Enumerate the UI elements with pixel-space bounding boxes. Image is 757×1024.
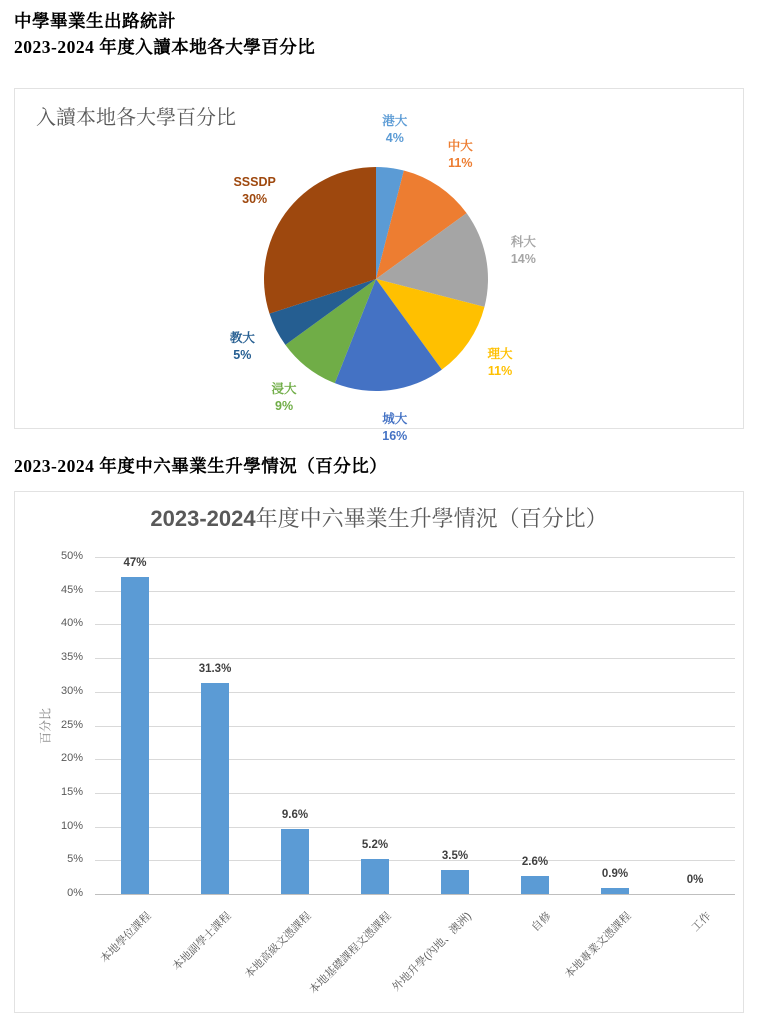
gridline [95, 692, 735, 693]
y-tick-label: 15% [60, 785, 83, 798]
gridline [95, 759, 735, 760]
bar-chart [15, 492, 743, 1012]
bar-data-label: 0% [686, 874, 704, 886]
bar-data-label: 5.2% [361, 838, 389, 851]
pie-slice-label: 科大 14% [510, 234, 536, 266]
page-title: 中學畢業生出路統計 [14, 11, 176, 31]
bar-data-label: 9.6% [281, 809, 309, 822]
bar [441, 870, 469, 894]
pie-slice-label: SSSDP 30% [233, 174, 276, 206]
bar [521, 876, 549, 894]
gridline [95, 591, 735, 592]
y-tick-label: 30% [60, 684, 83, 697]
bar-chart-box [14, 491, 744, 1013]
bar [121, 577, 149, 894]
bar-data-label: 2.6% [521, 856, 549, 869]
bar [281, 829, 309, 894]
y-tick-label: 0% [67, 887, 83, 899]
bar [201, 683, 229, 894]
bar [601, 888, 629, 894]
pie-chart-title: 入讀本地各大學百分比 [36, 107, 236, 129]
pie-chart-box [14, 88, 744, 443]
y-tick-label: 35% [60, 651, 83, 664]
pie-chart [15, 89, 743, 443]
x-axis-line [95, 894, 735, 895]
x-category-label: 自修 [529, 910, 554, 935]
pie-slice-label: 城大 16% [382, 411, 408, 443]
gridline [95, 624, 735, 625]
bar-data-label: 31.3% [198, 663, 232, 676]
y-tick-label: 10% [60, 819, 83, 832]
pie-svg [15, 89, 743, 428]
x-category-label: 本地專業文憑課程 [562, 910, 634, 981]
bar-data-label: 47% [123, 557, 147, 570]
y-tick-label: 25% [60, 718, 83, 731]
gridline [95, 827, 735, 828]
section-heading-universities: 2023-2024 年度入讀本地各大學百分比 [14, 37, 316, 57]
x-category-label: 本地副學士課程 [170, 910, 234, 974]
gridline [95, 658, 735, 659]
bar-data-label: 0.9% [601, 867, 629, 880]
y-tick-label: 45% [60, 583, 83, 596]
gridline [95, 860, 735, 861]
y-tick-label: 40% [60, 617, 83, 630]
pie-slice-label: 港大 4% [382, 114, 408, 146]
bar-chart-title-year: 2023-2024 [150, 506, 256, 531]
pie-slice-label: 浸大 9% [271, 381, 297, 413]
pie-slice-label: 中大 11% [447, 138, 473, 170]
x-category-label: 外地升學(內地、澳洲) [389, 910, 474, 994]
x-category-label: 本地高級文憑課程 [242, 910, 314, 981]
pie-slice-label: 教大 5% [229, 331, 255, 363]
x-category-label: 本地基礎課程文憑課程 [307, 910, 394, 997]
bar-chart-title-text: 年度中六畢業生升學情況（百分比） [255, 506, 608, 531]
gridline [95, 557, 735, 558]
y-axis-title: 百分比 [38, 707, 53, 744]
bar-data-label: 3.5% [441, 850, 469, 863]
y-tick-label: 20% [60, 752, 83, 765]
y-tick-label: 5% [67, 853, 83, 866]
x-category-label: 本地學位課程 [98, 910, 154, 966]
pie-slice-label: 理大 11% [487, 347, 513, 379]
x-category-label: 工作 [689, 910, 714, 935]
y-tick-label: 50% [60, 550, 83, 562]
section-heading-pathways: 2023-2024 年度中六畢業生升學情況（百分比） [14, 456, 388, 476]
gridline [95, 726, 735, 727]
gridline [95, 793, 735, 794]
bar [361, 859, 389, 894]
